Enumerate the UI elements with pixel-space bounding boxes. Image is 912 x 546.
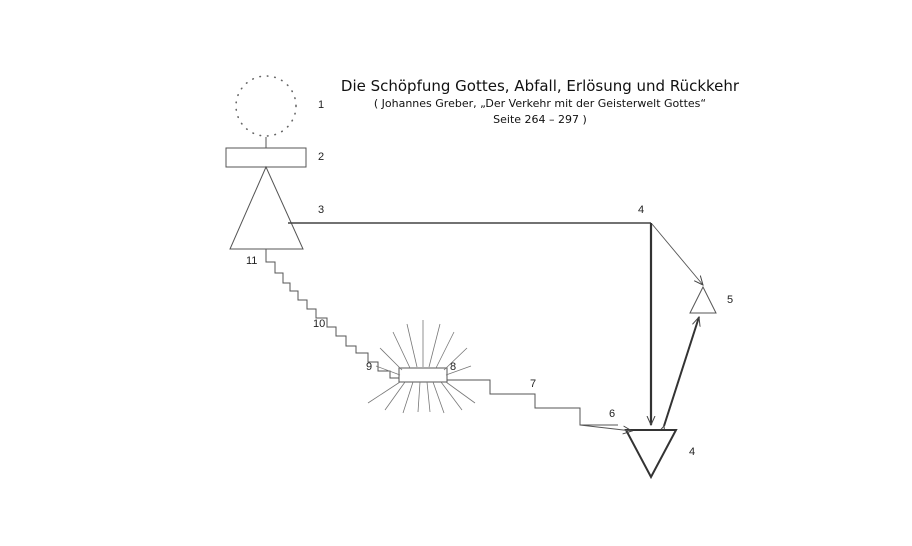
small-rectangle [399, 368, 447, 382]
label-10: 10 [313, 318, 326, 330]
label-11: 11 [246, 255, 258, 267]
double-arrow [664, 317, 699, 426]
radiating-lines [368, 320, 475, 413]
label-6: 6 [609, 408, 616, 420]
diagram-subtitle-source: ( Johannes Greber, „Der Verkehr mit der Geisterwelt Gottes“ [373, 97, 707, 110]
label-4-top: 4 [638, 204, 645, 216]
label-1: 1 [318, 99, 325, 111]
label-2: 2 [318, 151, 325, 163]
label-3: 3 [318, 204, 325, 216]
label-9: 9 [366, 361, 373, 373]
label-4-bottom: 4 [689, 446, 696, 458]
dotted-circle [236, 76, 296, 136]
label-8: 8 [450, 361, 457, 373]
diagram-subtitle-pages: Seite 264 – 297 ) [493, 113, 587, 126]
diagram-title: Die Schöpfung Gottes, Abfall, Erlösung und Rückkehr [340, 77, 740, 95]
inverted-triangle [626, 430, 676, 477]
arrow-to-bottom [580, 425, 632, 431]
small-triangle [690, 287, 716, 313]
diagonal-arrow-to-5 [652, 224, 703, 285]
staircase-descent [266, 249, 399, 378]
label-7: 7 [530, 378, 537, 390]
large-triangle [230, 167, 303, 249]
rectangle-bar [226, 148, 306, 167]
label-5: 5 [727, 294, 734, 306]
